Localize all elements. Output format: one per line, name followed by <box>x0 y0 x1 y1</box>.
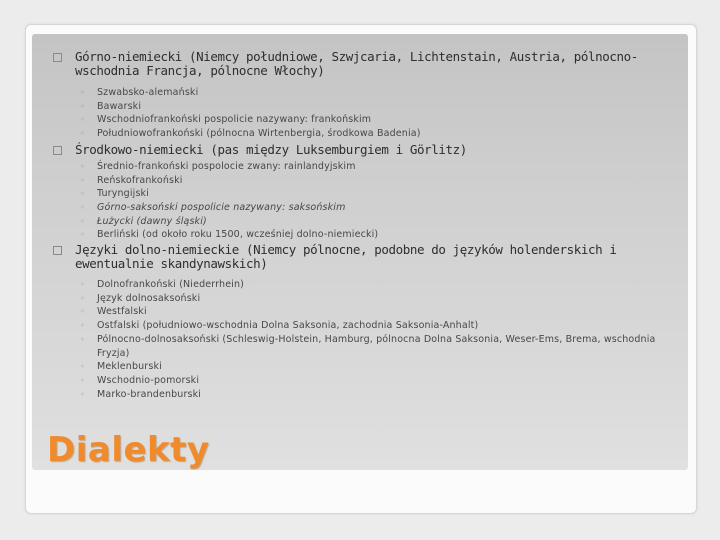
slide-content <box>48 50 668 401</box>
dialect-list <box>48 278 668 401</box>
bullet-icon: ◦ <box>80 389 85 399</box>
bullet-icon: ◦ <box>80 115 85 125</box>
bullet-icon: ◦ <box>80 321 85 331</box>
bullet-icon: ◦ <box>80 175 85 185</box>
list-item: ◦ Język dolnosaksoński <box>80 292 201 304</box>
bullet-icon: ◦ <box>80 88 85 97</box>
bullet-icon: ◦ <box>80 230 85 240</box>
bullet-icon: ◦ <box>80 202 85 212</box>
bullet-icon: ◦ <box>80 375 85 385</box>
list-item: ◦ Westfalski <box>80 306 147 318</box>
list-item: ◦ Berliński (od około roku 1500, wcześniej dolno-niemiecki) <box>80 229 379 241</box>
list-item: ◦ Południowofrankoński (pólnocna Wirtenbergia, środkowa Badenia) <box>80 128 421 140</box>
bullet-icon: ◦ <box>80 293 85 303</box>
list-item: ◦ Średnio-frankoński pospolocie zwany: rainlandyjskim <box>80 160 356 172</box>
dialect-list <box>48 86 668 141</box>
section-heading <box>48 243 668 271</box>
dialect-list <box>48 160 668 242</box>
section-heading <box>48 143 668 157</box>
bullet-icon: ◦ <box>80 161 85 171</box>
bullet-icon: ◦ <box>80 307 85 317</box>
square-bullet-icon <box>53 246 62 255</box>
bullet-icon: ◦ <box>80 189 85 199</box>
section-heading-text: Języki dolno-niemieckie (Niemcy pólnocne, podobne do języków holenderskich i ewentualnie skandynawskich) <box>75 242 617 272</box>
list-item: ◦ Meklenburski <box>80 361 162 373</box>
list-item: ◦ Marko-brandenburski <box>80 388 202 400</box>
list-item: ◦ Reńskofrankoński <box>80 174 183 186</box>
list-item: ◦ Górno-saksoński pospolicie nazywany: saksońskim <box>80 201 346 213</box>
section-central-german <box>48 143 668 242</box>
list-item: ◦ Szwabsko-alemański <box>80 87 199 98</box>
square-bullet-icon <box>53 53 62 62</box>
bullet-icon: ◦ <box>80 280 85 290</box>
section-heading-text: Środkowo-niemiecki (pas między Luksemburgiem i Görlitz) <box>75 141 467 157</box>
section-heading-text: Górno-niemiecki (Niemcy południowe, Szwjcaria, Lichtenstain, Austria, pólnocno-wschodnia Francja, pólnocne Włochy) <box>75 49 638 78</box>
list-item: ◦ Ostfalski (południowo-wschodnia Dolna Saksonia, zachodnia Saksonia-Anhalt) <box>80 320 479 332</box>
list-item: ◦ Pólnocno-dolnosaksoński (Schleswig-Holstein, Hamburg, pólnocna Dolna Saksonia, Weser-Ems, Brema, wschodnia Fryzja) <box>80 333 656 359</box>
list-item: ◦ Bawarski <box>80 100 142 112</box>
square-bullet-icon <box>53 146 62 155</box>
list-item: ◦ Dolnofrankoński (Niederrhein) <box>80 279 245 291</box>
bullet-icon: ◦ <box>80 334 85 344</box>
bullet-icon: ◦ <box>80 101 85 111</box>
section-heading <box>48 50 668 78</box>
bullet-icon: ◦ <box>80 362 85 372</box>
list-item: ◦ Wschodnio-pomorski <box>80 374 200 386</box>
list-item: ◦ Turyngijski <box>80 188 149 200</box>
section-upper-german <box>48 50 668 141</box>
list-item: ◦ Łużycki (dawny śląski) <box>80 215 207 227</box>
section-low-german <box>48 243 668 401</box>
list-item: ◦ Wschodniofrankoński pospolicie nazywany: frankońskim <box>80 114 372 126</box>
slide-title: Dialekty <box>47 430 210 470</box>
bullet-icon: ◦ <box>80 216 85 226</box>
bullet-icon: ◦ <box>80 129 85 139</box>
